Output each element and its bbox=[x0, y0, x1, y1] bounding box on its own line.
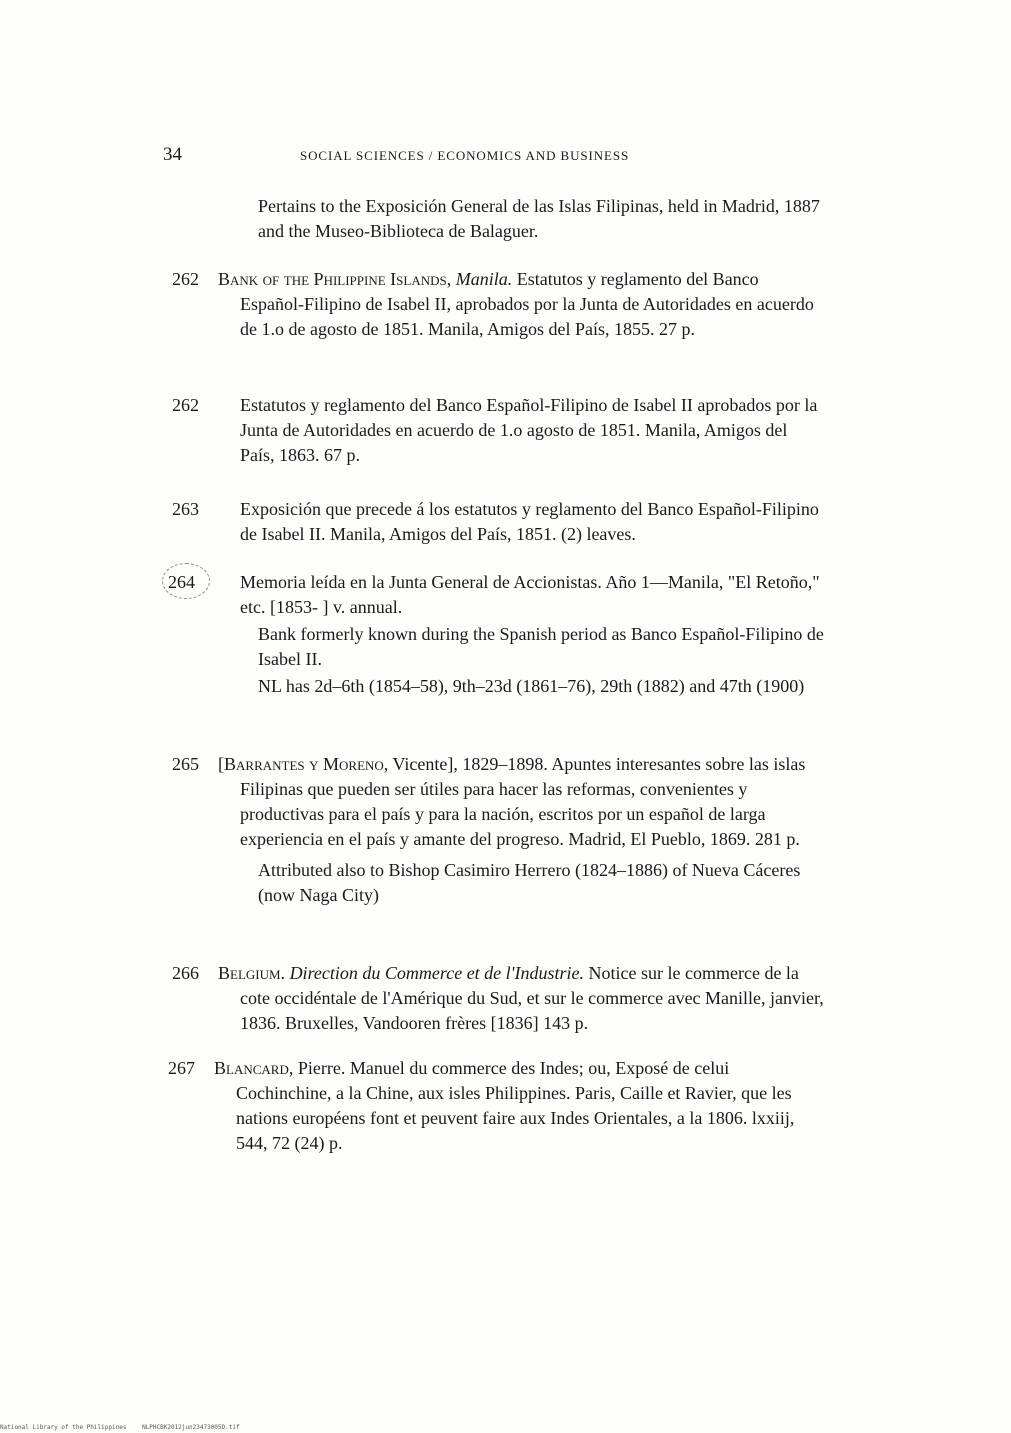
entry-note: NL has 2d–6th (1854–58), 9th–23d (1861–76), 29th (1882) and 47th (1900) bbox=[258, 676, 805, 696]
entry-text: Manuel du commerce des Indes; ou, Exposé de celui Cochinchine, a la Chine, aux isles Philippines. Paris, Caille et Ravier, que les nations européens font et peuvent faire aux Indes Orientales, a la 1806. lxxiij, 544, 72 (24) p. bbox=[236, 1058, 795, 1153]
footer-library: National Library of the Philippines bbox=[0, 1424, 127, 1431]
running-head: SOCIAL SCIENCES / ECONOMICS AND BUSINESS bbox=[300, 148, 630, 163]
entry-number: 262 bbox=[172, 269, 199, 289]
entry-number: 263 bbox=[172, 499, 199, 519]
entry-author: Barrantes y Moreno, bbox=[224, 754, 389, 774]
entry-author-rest: Pierre. bbox=[297, 1058, 346, 1078]
entry-place: Manila. bbox=[455, 269, 513, 289]
entry-author-rest: Vicente], 1829–1898. bbox=[392, 754, 548, 774]
entry-author-bracket: [ bbox=[218, 754, 224, 774]
entry-text: Exposición que precede á los estatutos y reglamento del Banco Español-Filipino de Isabel II. Manila, Amigos del País, 1851. (2) leaves. bbox=[240, 499, 819, 544]
entry-author: Bank of the Philippine Islands, bbox=[218, 269, 452, 289]
entry-text: Apuntes interesantes sobre las islas Filipinas que pueden ser útiles para hacer las reformas, convenientes y productivas para el país y para la nación, escritos por un español de larga experiencia en el país y amante del progreso. Madrid, El Pueblo, 1869. 281 p. bbox=[240, 754, 806, 849]
intro-note bbox=[258, 194, 824, 244]
scan-footer bbox=[0, 1424, 252, 1431]
entry-note: Attributed also to Bishop Casimiro Herrero (1824–1886) of Nueva Cáceres (now Naga City) bbox=[258, 860, 801, 905]
entry-number: 262 bbox=[172, 395, 199, 415]
entry-subauthor: Direction du Commerce et de l'Industrie. bbox=[289, 963, 585, 983]
intro-note-text: Pertains to the Exposición General de las Islas Filipinas, held in Madrid, 1887 and the Museo-Biblioteca de Balaguer. bbox=[258, 196, 820, 241]
entry-note: Bank formerly known during the Spanish period as Banco Español-Filipino de Isabel II. bbox=[258, 624, 824, 669]
page-number: 34 bbox=[163, 144, 182, 165]
entry-number: 267 bbox=[168, 1058, 195, 1078]
entry-number: 266 bbox=[172, 963, 199, 983]
bibliography-entry bbox=[214, 1056, 824, 1156]
bibliography-entry bbox=[218, 267, 824, 342]
entry-author: Blancard, bbox=[214, 1058, 294, 1078]
bibliography-entry bbox=[218, 961, 824, 1036]
entry-number: 264 bbox=[168, 572, 195, 592]
entry-text: Estatutos y reglamento del Banco Español-Filipino de Isabel II aprobados por la Junta de Autoridades en acuerdo de 1.o agosto de 1851. Manila, Amigos del País, 1863. 67 p. bbox=[240, 395, 818, 465]
entry-author: Belgium. bbox=[218, 963, 286, 983]
entry-number: 265 bbox=[172, 754, 199, 774]
entry-text: Notice sur le commerce de la cote occidéntale de l'Amérique du Sud, et sur le commerce avec Manille, janvier, 1836. Bruxelles, Vandooren frères [1836] 143 p. bbox=[240, 963, 824, 1033]
bibliography-entry bbox=[240, 570, 824, 699]
bibliography-entry bbox=[240, 497, 824, 547]
entry-text: Memoria leída en la Junta General de Accionistas. Año 1—Manila, "El Retoño," etc. [1853- ] v. annual. bbox=[240, 572, 820, 617]
entry-text: Estatutos y reglamento del Banco Español-Filipino de Isabel II, aprobados por la Junta de Autoridades en acuerdo de 1.o de agosto de 1851. Manila, Amigos del País, 1855. 27 p. bbox=[240, 269, 814, 339]
footer-filename: NLPHCBK2012jun23473005D.tif bbox=[142, 1424, 240, 1431]
bibliography-entry bbox=[240, 393, 824, 468]
bibliography-entry bbox=[218, 752, 824, 908]
